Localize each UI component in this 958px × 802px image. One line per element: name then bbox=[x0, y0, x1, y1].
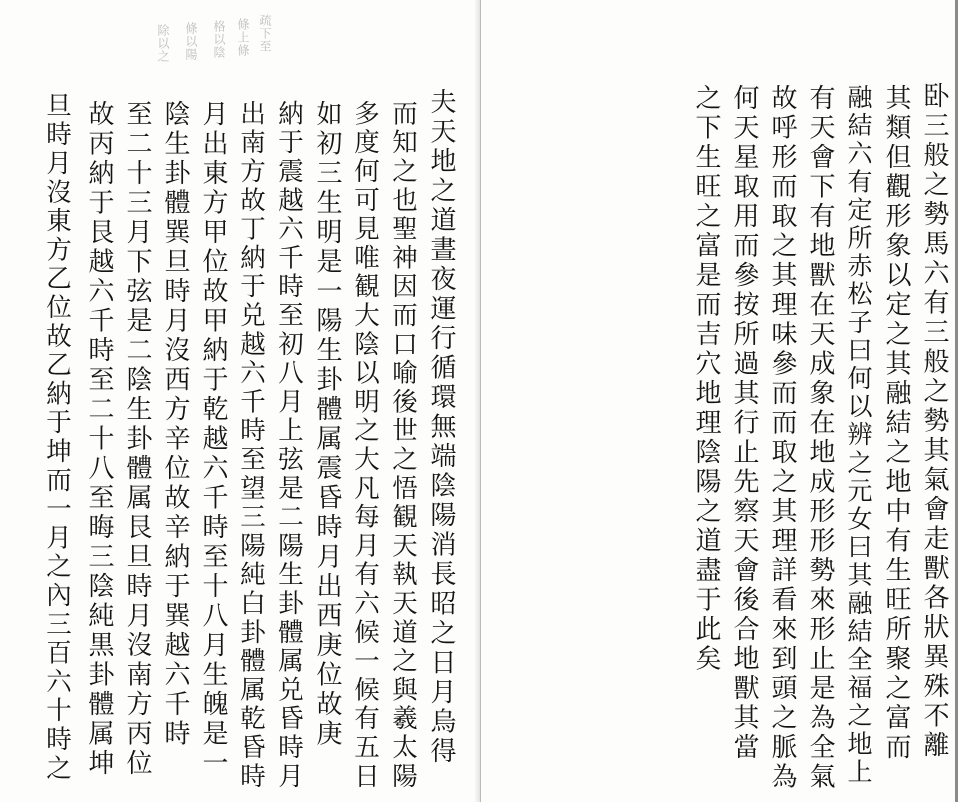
show-through bbox=[621, 200, 647, 452]
text-column: 旦時月沒東方乙位故乙納于坤而一月之內三百六十時之 bbox=[42, 92, 72, 784]
text-column: 之下生旺之富是而吉穴地理陰陽之道盡于此矣 bbox=[691, 84, 721, 674]
text-column: 陰生卦體巽旦時月沒西方辛位故辛納于巽越六千時 bbox=[160, 100, 190, 749]
right-page bbox=[481, 0, 958, 802]
margin-note: 疏下至 bbox=[258, 14, 272, 53]
text-column: 納于震越六千時至初八月上弦是二陽生卦體属兑昏時月 bbox=[274, 100, 304, 792]
text-column: 至二十三月下弦是二陰生卦體属艮旦時月沒南方丙位 bbox=[122, 100, 152, 779]
text-column: 多度何可見唯観大陰以明之大凡每月有六候一候有五日 bbox=[350, 100, 380, 792]
text-column: 何天星取用而參按所過其行止先察天會後合地獸其當 bbox=[729, 84, 759, 763]
text-column: 故丙納于艮越六千時至二十八至晦三陰純黒卦體属坤 bbox=[84, 100, 114, 779]
text-column: 而知之也聖神因而口喻後世之悟観天執天道之與羲太陽 bbox=[388, 100, 418, 792]
text-column: 其類但觀形象以定之其融結之地中有生旺所聚之富而 bbox=[881, 84, 911, 763]
text-column: 卧三般之勢馬六有三般之勢其氣會走獸各狀異殊不離 bbox=[919, 82, 949, 761]
margin-note: 條以陽 bbox=[184, 22, 198, 61]
text-column: 如初三生明是一陽生卦體属震昏時月出西庚位故庚 bbox=[312, 100, 342, 749]
margin-note: 格以陰 bbox=[212, 20, 226, 59]
text-column: 融結六有定所赤松子曰何以辨之元女曰其融結全福之地上 bbox=[844, 84, 873, 787]
text-column: 出南方故丁納于兑越六千時至望三陽純白卦體属乾昏時 bbox=[236, 100, 266, 792]
text-column: 夫天地之道晝夜運行循環無端陰陽消長昭之日月烏得 bbox=[426, 88, 456, 767]
text-column: 月出東方甲位故甲納于乾越六千時至十八月生魄是一 bbox=[198, 100, 228, 779]
text-column: 故呼形而取之其理味參而而取之其理詳看來到頭之脈為 bbox=[767, 84, 797, 792]
margin-note: 除以之 bbox=[156, 24, 170, 63]
margin-note: 條上條 bbox=[236, 18, 250, 57]
text-column: 有天會下有地獸在天成象在地成形形勢來形止是為全氣 bbox=[805, 84, 835, 792]
